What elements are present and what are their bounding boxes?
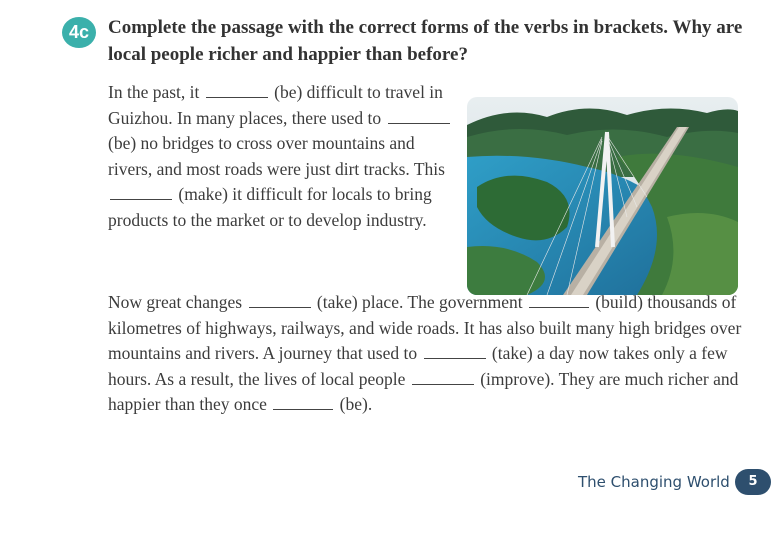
unit-title: The Changing World	[578, 473, 730, 491]
page-number: 5	[735, 469, 771, 495]
passage-text: (be) difficult to travel in Guizhou. In many places, there used to	[108, 82, 443, 128]
passage-paragraph-2	[108, 290, 748, 418]
passage-text: (be) no bridges to cross over mountains and rivers, and most roads were just dirt tracks. This	[108, 133, 445, 179]
answer-blank-4[interactable]	[249, 293, 311, 308]
passage-text: (take) a day now takes only a few hours. As a result, the lives of local people	[108, 343, 728, 389]
answer-blank-8[interactable]	[273, 395, 333, 410]
answer-blank-3[interactable]	[110, 185, 172, 200]
passage-text: Now great changes	[108, 292, 243, 312]
answer-blank-5[interactable]	[529, 293, 589, 308]
passage-text: (take) place. The government	[316, 292, 523, 312]
passage-paragraph-1	[108, 80, 456, 233]
answer-blank-2[interactable]	[388, 109, 450, 124]
passage-text: (make) it difficult for locals to bring products to the market or to develop industry.	[108, 184, 432, 230]
answer-blank-1[interactable]	[206, 83, 268, 98]
exercise-instruction: Complete the passage with the correct forms of the verbs in brackets. Why are local people richer and happier than before?	[108, 17, 743, 65]
passage-text: (build) thousands of kilometres of highways, railways, and wide roads. It has also built many high bridges over mountains and rivers. A journey that used to	[108, 292, 742, 363]
answer-blank-7[interactable]	[412, 370, 474, 385]
passage-text: (improve). They are much richer and happier than they once	[108, 368, 739, 414]
answer-blank-6[interactable]	[424, 344, 486, 359]
exercise-badge: 4c	[62, 17, 96, 48]
passage-text: In the past, it	[108, 82, 200, 102]
bridge-photo	[467, 97, 738, 295]
passage-text: (be).	[339, 394, 373, 414]
